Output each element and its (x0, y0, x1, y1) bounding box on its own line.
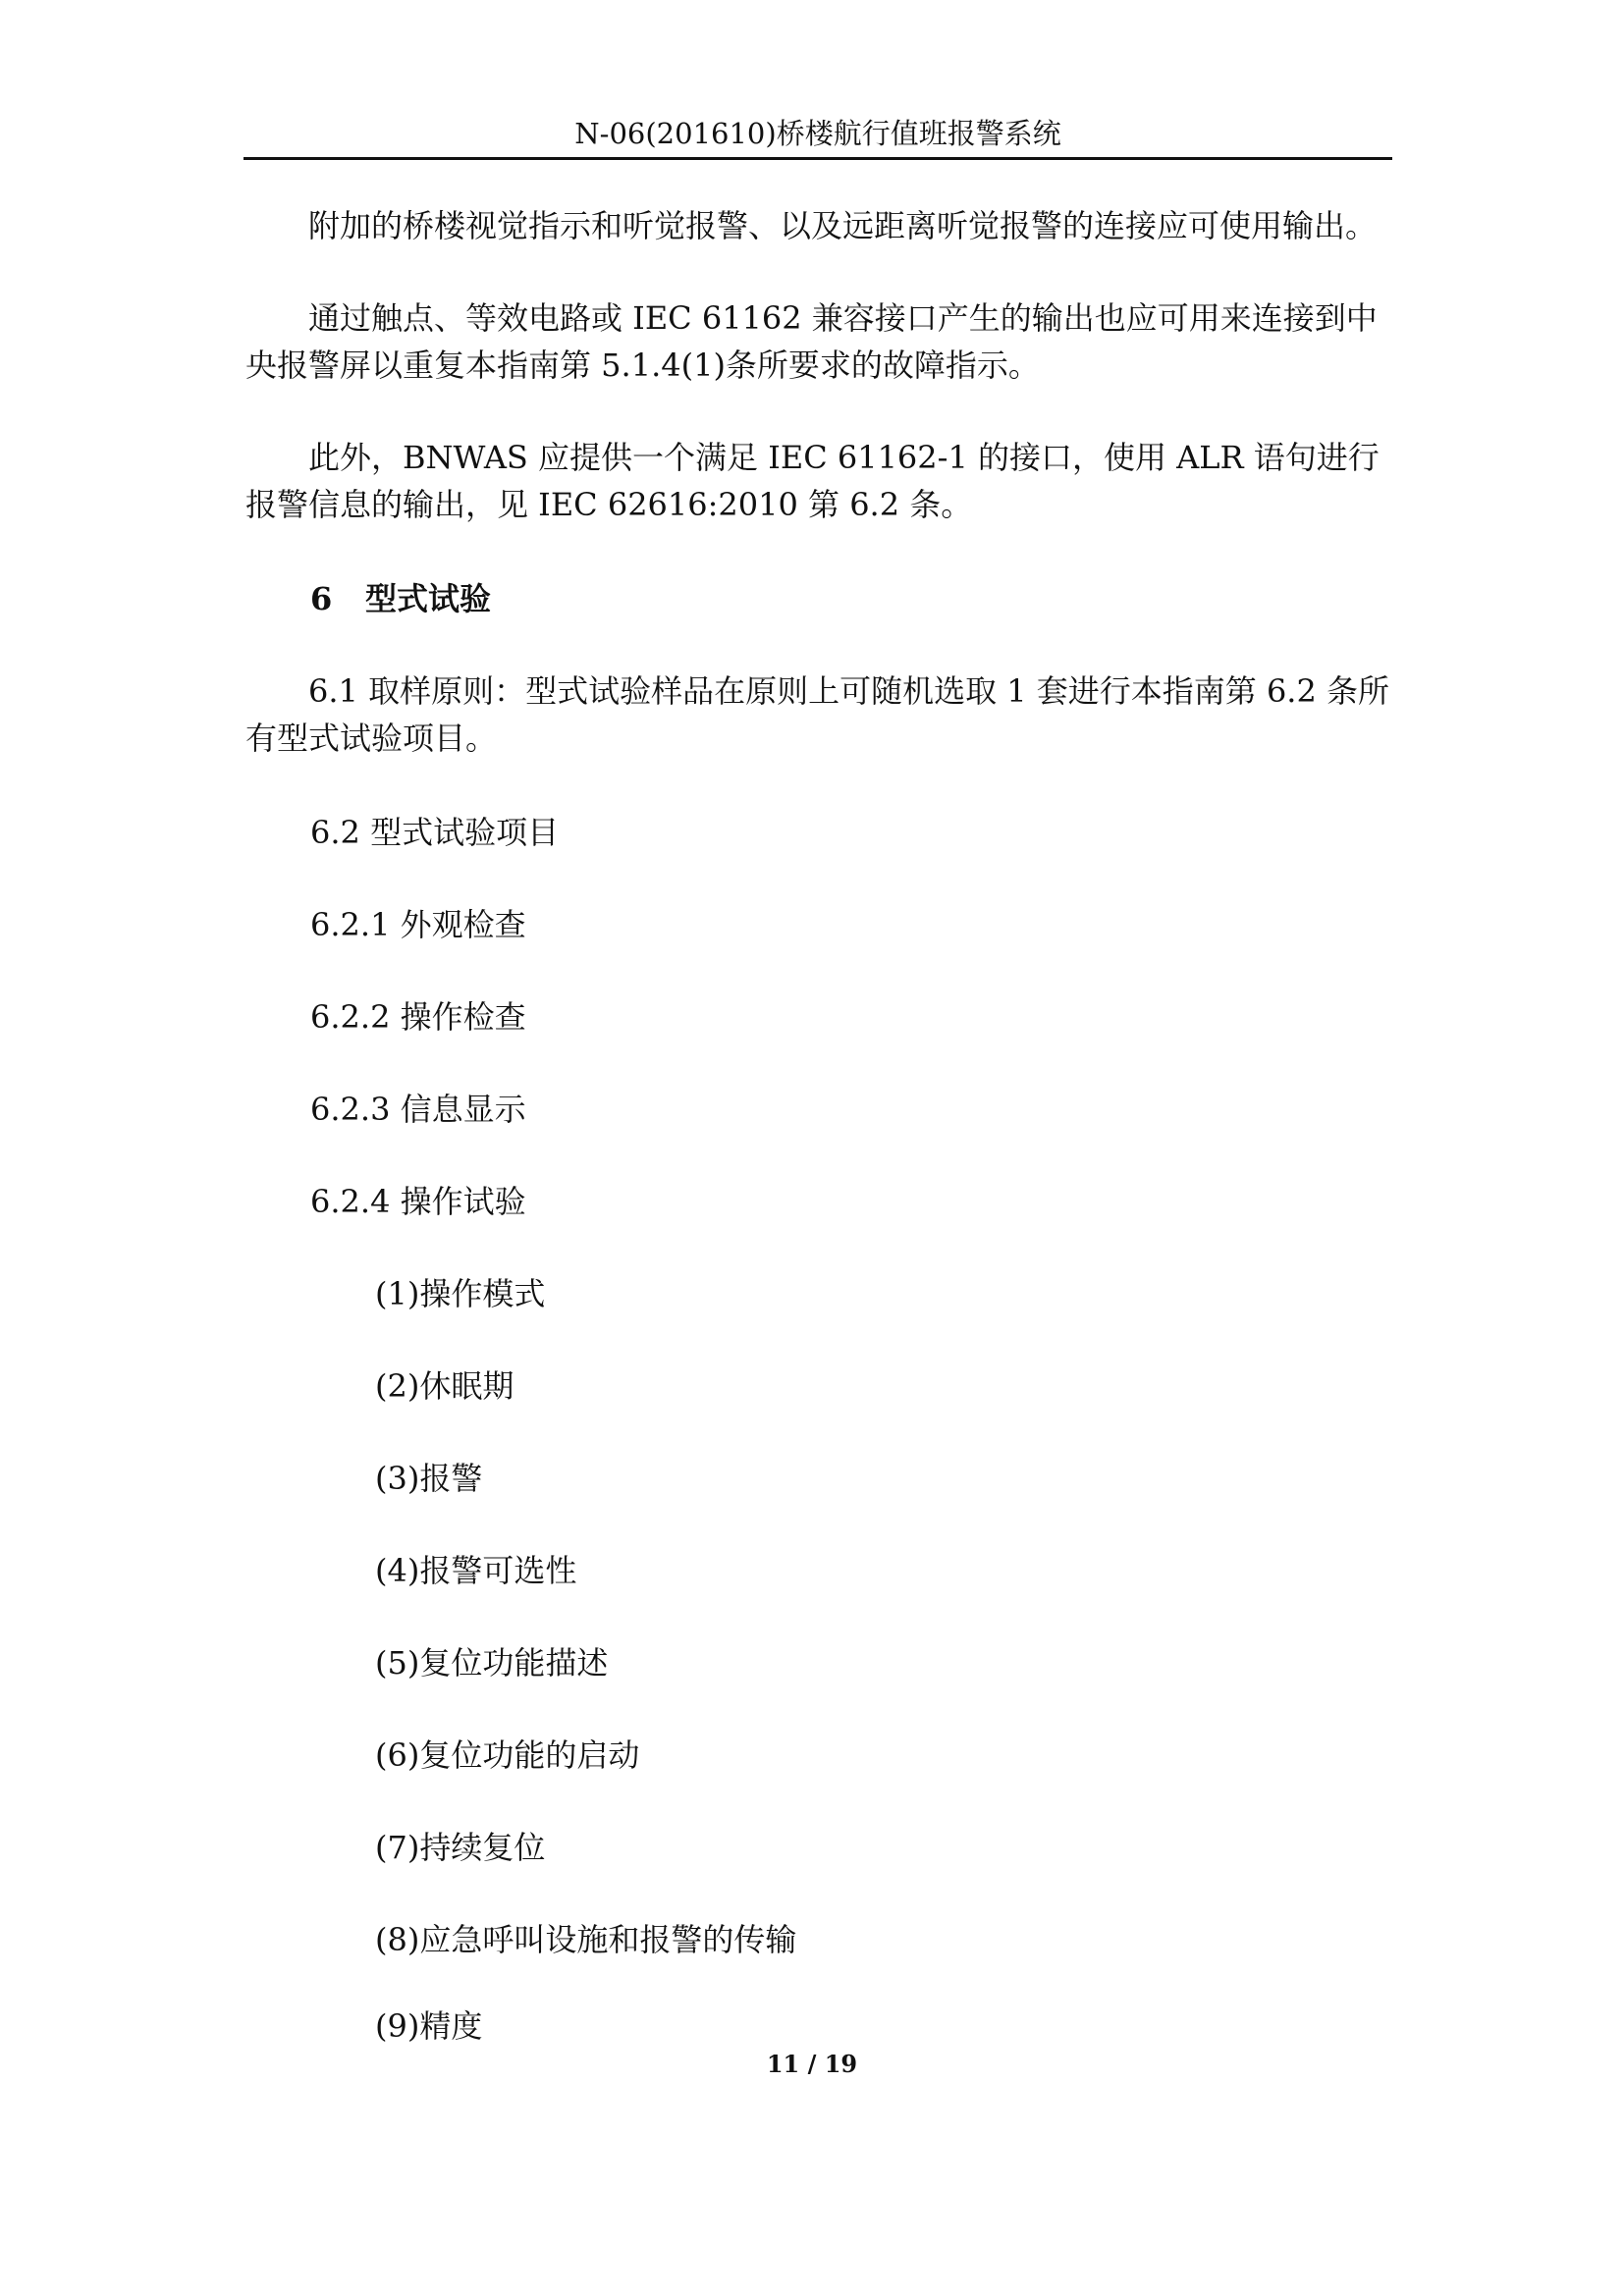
sub-item-4: (4)报警可选性 (375, 1552, 577, 1589)
paragraph-alr-interface: 此外，BNWAS 应提供一个满足 IEC 61162-1 的接口，使用 ALR 语句进行报警信息的输出，见 IEC 62616:2010 第 6.2 条。 (245, 439, 1380, 523)
sub-item-5: (5)复位功能描述 (375, 1644, 609, 1682)
clause-6-1: 6.1 取样原则：型式试验样品在原则上可随机选取 1 套进行本指南第 6.2 条所有型式试验项目。 (245, 672, 1390, 757)
page-number: 11 / 19 (766, 2050, 858, 2078)
sub-item-2: (2)休眠期 (375, 1367, 514, 1405)
paragraph-output-connection: 附加的桥楼视觉指示和听觉报警、以及远距离听觉报警的连接应可使用输出。 (308, 207, 1378, 244)
sub-item-1: (1)操作模式 (375, 1275, 546, 1312)
paragraph-central-alarm: 通过触点、等效电路或 IEC 61162 兼容接口产生的输出也应可用来连接到中央报警屏以重复本指南第 5.1.4(1)条所要求的故障指示。 (245, 299, 1378, 384)
section-title: 型式试验 (365, 580, 492, 617)
section-number: 6 (310, 580, 333, 617)
list-item-6-2-1: 6.2.1 外观检查 (310, 906, 526, 943)
sub-item-8: (8)应急呼叫设施和报警的传输 (375, 1921, 797, 1958)
clause-6-2: 6.2 型式试验项目 (310, 814, 560, 851)
section-heading-type-test (310, 575, 491, 622)
list-item-6-2-3: 6.2.3 信息显示 (310, 1091, 526, 1128)
sub-item-9: (9)精度 (375, 2007, 483, 2045)
page-header-title: N-06(201610)桥楼航行值班报警系统 (574, 117, 1061, 150)
list-item-6-2-2: 6.2.2 操作检查 (310, 998, 526, 1036)
sub-item-3: (3)报警 (375, 1460, 483, 1497)
list-item-6-2-4: 6.2.4 操作试验 (310, 1183, 526, 1220)
sub-item-6: (6)复位功能的启动 (375, 1736, 640, 1774)
sub-item-7: (7)持续复位 (375, 1829, 546, 1866)
